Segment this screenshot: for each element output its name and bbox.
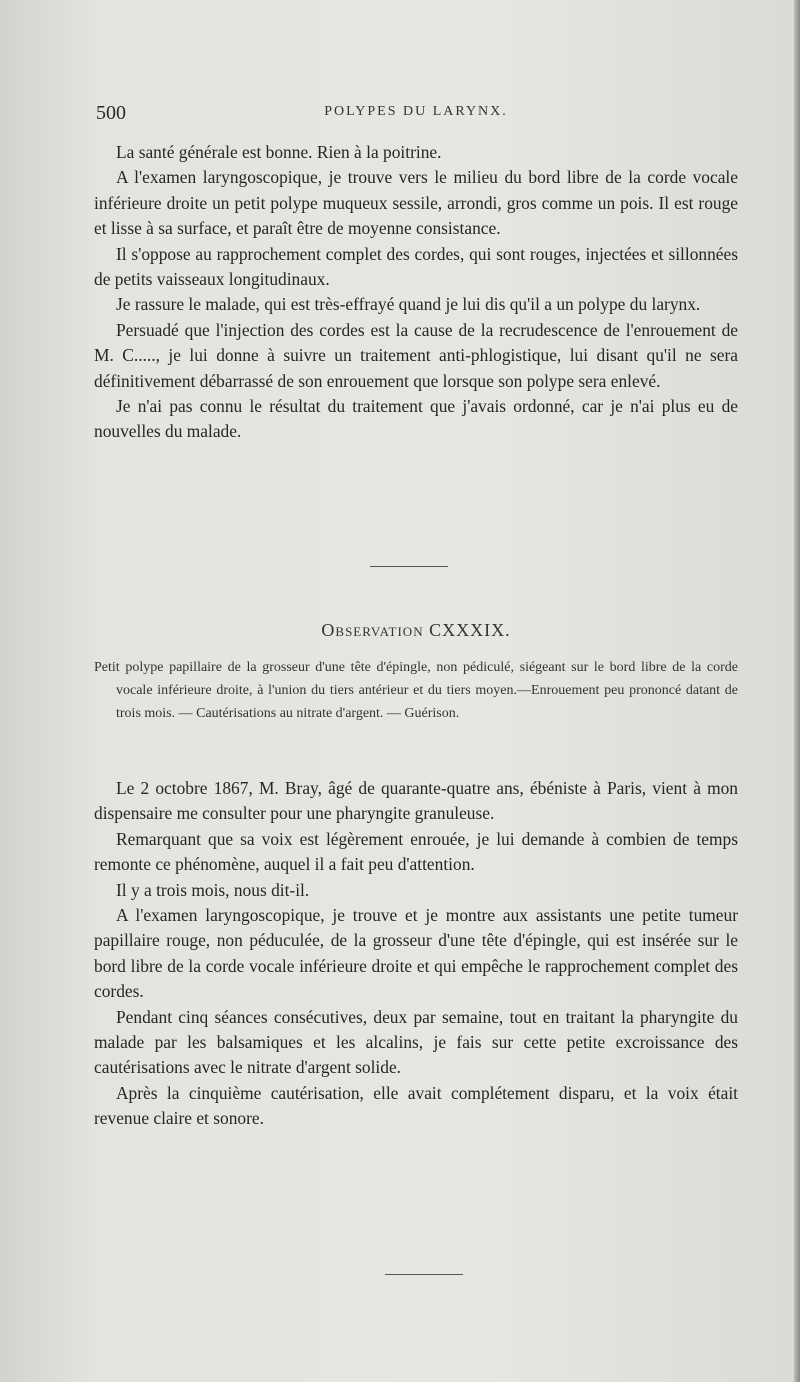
running-head: POLYPES DU LARYNX.: [324, 104, 508, 119]
page-edge-shadow: [794, 0, 800, 1382]
section-divider: [385, 1274, 463, 1275]
observation-summary: [94, 656, 738, 725]
paragraph: Je rassure le malade, qui est très-effrayé quand je lui dis qu'il a un polype du larynx.: [116, 294, 701, 315]
paragraph: La santé générale est bonne. Rien à la poitrine.: [116, 142, 442, 162]
paragraph: Après la cinquième cautérisation, elle avait complétement disparu, et la voix était revenue claire et sonore.: [94, 1082, 738, 1129]
text-block-observation-body: [94, 776, 738, 1132]
observation-title: Observation CXXXIX.: [321, 620, 511, 640]
text-block-previous-observation: [94, 140, 738, 445]
paragraph: Remarquant que sa voix est légèrement enrouée, je lui demande à combien de temps remonte ce phénomène, auquel il a fait peu d'attention.: [94, 828, 738, 875]
paragraph: A l'examen laryngoscopique, je trouve et je montre aux assistants une petite tumeur papillaire rouge, non péduculée, de la grosseur d'une tête d'épingle, qui est insérée sur le bord libre de la corde vocale inférieure droite et qui empêche le rapprochement complet des cordes.: [94, 905, 738, 1002]
paragraph: Le 2 octobre 1867, M. Bray, âgé de quarante-quatre ans, ébéniste à Paris, vient à mon dispensaire me consulter pour une pharyngite granuleuse.: [94, 778, 738, 824]
paragraph: Pendant cinq séances consécutives, deux par semaine, tout en traitant la pharyngite du malade par les balsamiques et les alcalins, je fais sur cette petite excroissance des cautérisations avec le nitrate d'argent solide.: [94, 1006, 738, 1078]
section-divider: [370, 566, 448, 567]
paragraph: Je n'ai pas connu le résultat du traitement que j'avais ordonné, car je n'ai plus eu de nouvelles du malade.: [94, 396, 738, 442]
summary-text: Petit polype papillaire de la grosseur d'une tête d'épingle, non pédiculé, siégeant sur le bord libre de la corde vocale inférieure droite, à l'union du tiers antérieur et du tiers moyen.—Enrouement peu prononcé datant de trois mois. — Cautérisations au nitrate d'argent. — Guérison.: [94, 660, 738, 721]
paragraph: Il y a trois mois, nous dit-il.: [116, 879, 310, 900]
paragraph: A l'examen laryngoscopique, je trouve vers le milieu du bord libre de la corde vocale inférieure droite un petit polype muqueux sessile, arrondi, gros comme un pois. Il est rouge et lisse à sa surface, et paraît être de moyenne consistance.: [94, 167, 738, 239]
page-header: [96, 98, 736, 128]
paragraph: Il s'oppose au rapprochement complet des cordes, qui sont rouges, injectées et sillonnées de petits vaisseaux longitudinaux.: [94, 243, 738, 290]
paragraph: Persuadé que l'injection des cordes est la cause de la recrudescence de l'enrouement de M. C....., je lui donne à suivre un traitement anti-phlogistique, lui disant qu'il ne sera définitivement débarrassé de son enrouement que lorsque son polype sera enlevé.: [94, 319, 738, 391]
page-number: 500: [96, 102, 126, 124]
